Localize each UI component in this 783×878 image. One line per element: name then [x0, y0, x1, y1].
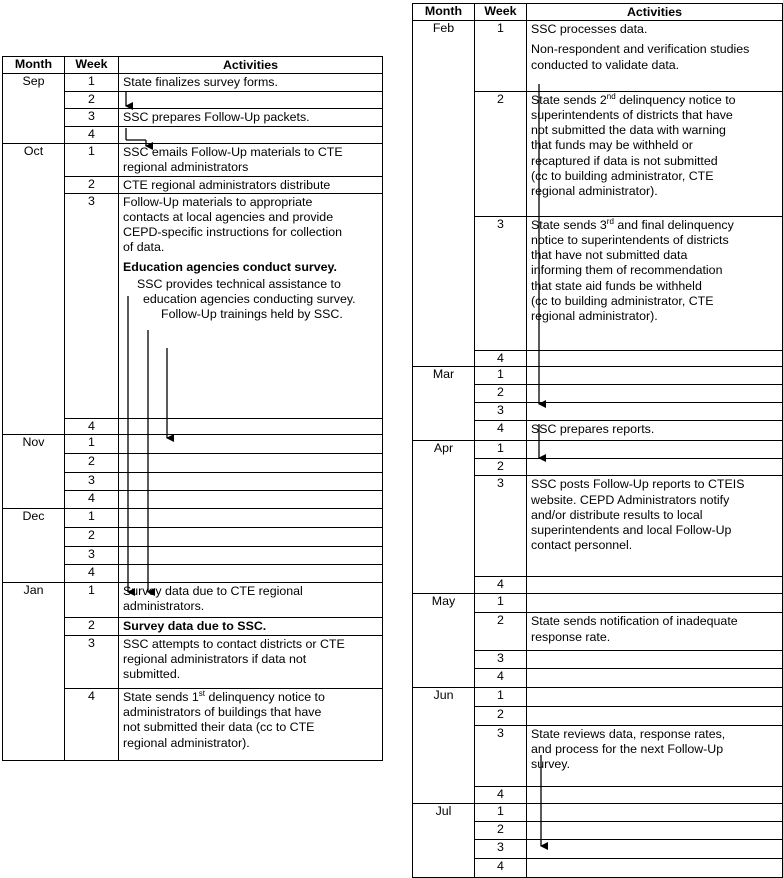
month-cell	[3, 565, 65, 583]
month-cell	[3, 636, 65, 689]
activity-cell	[119, 565, 383, 583]
week-header: Week	[65, 57, 119, 74]
table-row	[413, 91, 783, 216]
activity-cell	[119, 491, 383, 509]
month-cell	[3, 176, 65, 193]
week-cell: 1	[65, 508, 119, 528]
activity-line: informing them of recommendation	[531, 263, 723, 278]
table-row	[413, 786, 783, 803]
week-cell: 3	[475, 476, 527, 577]
table-row	[3, 74, 383, 92]
table-row	[3, 636, 383, 689]
activities-header: Activities	[119, 57, 383, 74]
activity-line: conducted to validate data.	[531, 57, 680, 72]
timeline-table-left	[2, 56, 383, 761]
activity-cell	[527, 458, 783, 476]
week-cell: 1	[65, 144, 119, 176]
activity-line-bold: Survey data due to SSC.	[123, 618, 267, 633]
month-cell: Mar	[413, 366, 475, 384]
table-row	[3, 176, 383, 193]
activity-line: administrators.	[123, 598, 205, 613]
activity-cell	[119, 126, 383, 144]
activity-cell	[119, 176, 383, 193]
month-cell	[3, 546, 65, 565]
week-cell: 2	[65, 454, 119, 473]
month-header: Month	[413, 4, 475, 21]
month-cell: Dec	[3, 508, 65, 528]
month-cell	[413, 651, 475, 669]
week-cell: 4	[475, 669, 527, 688]
table-row	[413, 384, 783, 402]
week-cell: 3	[65, 109, 119, 127]
month-cell	[3, 418, 65, 434]
activity-cell	[119, 435, 383, 454]
table-row	[413, 821, 783, 840]
activity-cell	[527, 706, 783, 725]
table-row	[413, 350, 783, 366]
header-row	[413, 4, 783, 21]
week-cell: 1	[65, 582, 119, 617]
month-cell	[413, 706, 475, 725]
week-cell: 1	[65, 74, 119, 92]
month-header: Month	[3, 57, 65, 74]
week-cell: 4	[475, 786, 527, 803]
activity-cell	[119, 528, 383, 547]
week-cell: 4	[475, 420, 527, 440]
table-row	[413, 21, 783, 92]
month-cell	[413, 384, 475, 402]
table-row	[413, 593, 783, 613]
activity-line: superintendents and local Follow-Up	[531, 523, 732, 538]
activity-line: that have not submitted data	[531, 248, 688, 263]
activity-cell	[119, 193, 383, 418]
activity-line: response rate.	[531, 629, 611, 644]
table-row	[413, 458, 783, 476]
week-cell: 2	[475, 821, 527, 840]
table-row	[413, 476, 783, 577]
table-row	[413, 216, 783, 350]
table-row	[3, 109, 383, 127]
activity-line: SSC posts Follow-Up reports to CTEIS	[531, 477, 745, 492]
month-cell	[3, 472, 65, 491]
activity-line: (cc to building administrator, CTE	[531, 168, 714, 183]
week-cell: 3	[475, 725, 527, 786]
activity-line: SSC processes data.	[531, 22, 648, 37]
activity-line: contacts at local agencies and provide	[123, 210, 334, 225]
week-cell: 2	[65, 617, 119, 636]
activity-line: contact personnel.	[531, 538, 633, 553]
month-cell	[3, 617, 65, 636]
month-cell	[413, 725, 475, 786]
activity-line: notice to superintendents of districts	[531, 232, 729, 247]
activity-line: that state aid funds be withheld	[531, 278, 702, 293]
month-cell: Apr	[413, 440, 475, 458]
month-cell	[3, 528, 65, 547]
activity-line: Survey data due to CTE regional	[123, 583, 303, 598]
week-cell: 1	[475, 21, 527, 92]
activity-cell	[119, 91, 383, 109]
week-cell: 3	[65, 636, 119, 689]
table-row	[3, 454, 383, 473]
week-cell: 1	[475, 440, 527, 458]
activity-cell	[527, 688, 783, 707]
activity-cell	[527, 577, 783, 594]
timeline-table-right	[412, 3, 783, 878]
table-row	[413, 651, 783, 669]
activity-line: SSC prepares reports.	[531, 421, 655, 436]
activity-line: regional administrators if data not	[123, 652, 307, 667]
month-cell: Jul	[413, 803, 475, 821]
activity-cell	[527, 613, 783, 651]
week-cell: 1	[475, 366, 527, 384]
table-row	[3, 528, 383, 547]
activity-line: State sends 1st delinquency notice to	[123, 688, 325, 705]
activity-cell	[119, 689, 383, 761]
week-cell: 3	[475, 402, 527, 420]
activity-cell	[119, 636, 383, 689]
month-cell	[3, 109, 65, 127]
table-row	[3, 617, 383, 636]
activity-line: CTE regional administrators distribute	[123, 177, 331, 192]
activity-line: State reviews data, response rates,	[531, 726, 726, 741]
activity-cell	[527, 593, 783, 613]
week-cell: 4	[65, 418, 119, 434]
table-row	[413, 803, 783, 821]
activity-cell	[527, 384, 783, 402]
activity-cell	[119, 109, 383, 127]
activity-line: and process for the next Follow-Up	[531, 742, 724, 757]
activity-cell	[527, 216, 783, 350]
month-cell	[413, 821, 475, 840]
activity-line: not submitted the data with warning	[531, 123, 726, 138]
month-cell	[3, 193, 65, 418]
week-cell: 2	[65, 91, 119, 109]
table-row	[3, 565, 383, 583]
header-row	[3, 57, 383, 74]
week-cell: 2	[475, 458, 527, 476]
table-row	[413, 859, 783, 878]
table-row	[3, 126, 383, 144]
activity-cell	[527, 803, 783, 821]
assistance-line: SSC provides technical assistance to	[137, 276, 341, 291]
activity-cell	[527, 859, 783, 878]
activity-line: State sends notification of inadequate	[531, 614, 738, 629]
week-cell: 2	[65, 528, 119, 547]
activities-header: Activities	[527, 4, 783, 21]
table-row	[413, 402, 783, 420]
month-cell	[413, 216, 475, 350]
week-cell: 4	[475, 859, 527, 878]
table-row	[3, 144, 383, 176]
activity-cell	[527, 366, 783, 384]
activity-line: SSC emails Follow-Up materials to CTE	[123, 145, 343, 160]
week-cell: 2	[475, 384, 527, 402]
activity-line: regional administrator).	[123, 735, 250, 750]
month-cell	[3, 454, 65, 473]
week-cell: 4	[65, 689, 119, 761]
table-row	[3, 491, 383, 509]
activity-line: State sends 3rd and final delinquency	[531, 216, 734, 232]
survey-heading: Education agencies conduct survey.	[123, 259, 337, 274]
activity-line: SSC prepares Follow-Up packets.	[123, 110, 310, 125]
activity-cell	[119, 617, 383, 636]
table-row	[3, 418, 383, 434]
month-cell	[413, 669, 475, 688]
week-cell: 2	[475, 613, 527, 651]
week-cell: 2	[65, 176, 119, 193]
activity-cell	[527, 420, 783, 440]
activity-line: SSC attempts to contact districts or CTE	[123, 637, 345, 652]
table-row	[3, 508, 383, 528]
week-cell: 1	[475, 688, 527, 707]
table-row	[413, 577, 783, 594]
week-cell: 3	[65, 546, 119, 565]
week-header: Week	[475, 4, 527, 21]
week-cell: 3	[65, 193, 119, 418]
activity-cell	[527, 350, 783, 366]
month-cell	[413, 786, 475, 803]
month-cell	[413, 420, 475, 440]
week-cell: 4	[475, 350, 527, 366]
week-cell: 4	[65, 491, 119, 509]
activity-cell	[527, 786, 783, 803]
activity-line: submitted.	[123, 667, 181, 682]
activity-cell	[527, 651, 783, 669]
activity-line: regional administrators	[123, 160, 249, 175]
activity-cell	[119, 546, 383, 565]
table-row	[3, 472, 383, 491]
assistance-line: education agencies conducting survey.	[143, 292, 356, 307]
activity-cell	[119, 418, 383, 434]
activity-cell	[527, 821, 783, 840]
activity-cell	[119, 472, 383, 491]
activity-cell	[119, 454, 383, 473]
month-cell: Sep	[3, 74, 65, 92]
table-row	[3, 689, 383, 761]
activity-cell	[119, 508, 383, 528]
activity-line: State finalizes survey forms.	[123, 75, 278, 90]
table-row	[413, 669, 783, 688]
activity-line: regional administrator).	[531, 183, 658, 198]
month-cell	[413, 613, 475, 651]
table-row	[413, 440, 783, 458]
month-cell: May	[413, 593, 475, 613]
week-cell: 4	[65, 565, 119, 583]
activity-line: that funds may be withheld or	[531, 138, 693, 153]
activity-line: Follow-Up materials to appropriate	[123, 194, 313, 209]
table-row	[413, 613, 783, 651]
activity-line: and/or distribute results to local	[531, 507, 703, 522]
month-cell	[3, 126, 65, 144]
week-cell: 1	[65, 435, 119, 454]
table-row	[3, 582, 383, 617]
month-cell	[413, 476, 475, 577]
week-cell: 4	[475, 577, 527, 594]
week-cell: 2	[475, 706, 527, 725]
month-cell	[413, 458, 475, 476]
month-cell: Feb	[413, 21, 475, 92]
table-row	[3, 546, 383, 565]
activity-cell	[119, 74, 383, 92]
activity-cell	[527, 840, 783, 859]
activity-line: (cc to building administrator, CTE	[531, 293, 714, 308]
activity-line: State sends 2nd delinquency notice to	[531, 91, 736, 107]
table-row	[3, 435, 383, 454]
activity-cell	[527, 21, 783, 92]
activity-cell	[527, 669, 783, 688]
month-cell	[413, 350, 475, 366]
activity-cell	[527, 91, 783, 216]
month-cell	[413, 577, 475, 594]
table-row	[413, 725, 783, 786]
month-cell	[413, 402, 475, 420]
activity-line: recaptured if data is not submitted	[531, 153, 718, 168]
activity-line: regional administrator).	[531, 308, 658, 323]
month-cell	[3, 689, 65, 761]
month-cell	[413, 859, 475, 878]
table-row	[413, 706, 783, 725]
month-cell	[3, 491, 65, 509]
activity-line: not submitted their data (cc to CTE	[123, 720, 315, 735]
week-cell: 1	[475, 803, 527, 821]
activity-line: Non-respondent and verification studies	[531, 42, 750, 57]
table-row	[413, 420, 783, 440]
table-row	[413, 840, 783, 859]
trainings-line: Follow-Up trainings held by SSC.	[161, 307, 343, 322]
activity-cell	[527, 725, 783, 786]
week-cell: 2	[475, 91, 527, 216]
activity-cell	[527, 440, 783, 458]
activity-line: CEPD-specific instructions for collection	[123, 225, 342, 240]
week-cell: 3	[475, 840, 527, 859]
month-cell: Nov	[3, 435, 65, 454]
week-cell: 3	[475, 216, 527, 350]
month-cell: Oct	[3, 144, 65, 176]
activity-cell	[527, 402, 783, 420]
week-cell: 4	[65, 126, 119, 144]
month-cell	[413, 91, 475, 216]
week-cell: 1	[475, 593, 527, 613]
month-cell: Jun	[413, 688, 475, 707]
month-cell: Jan	[3, 582, 65, 617]
week-cell: 3	[65, 472, 119, 491]
table-row	[3, 91, 383, 109]
table-row	[413, 688, 783, 707]
activity-line: survey.	[531, 757, 571, 772]
activity-line: administrators of buildings that have	[123, 705, 322, 720]
table-row	[413, 366, 783, 384]
activity-line: website. CEPD Administrators notify	[531, 492, 730, 507]
activity-line: superintendents of districts that have	[531, 107, 733, 122]
activity-line: of data.	[123, 240, 165, 255]
activity-cell	[527, 476, 783, 577]
table-row	[3, 193, 383, 418]
activity-cell	[119, 144, 383, 176]
activity-cell	[119, 582, 383, 617]
month-cell	[413, 840, 475, 859]
month-cell	[3, 91, 65, 109]
week-cell: 3	[475, 651, 527, 669]
